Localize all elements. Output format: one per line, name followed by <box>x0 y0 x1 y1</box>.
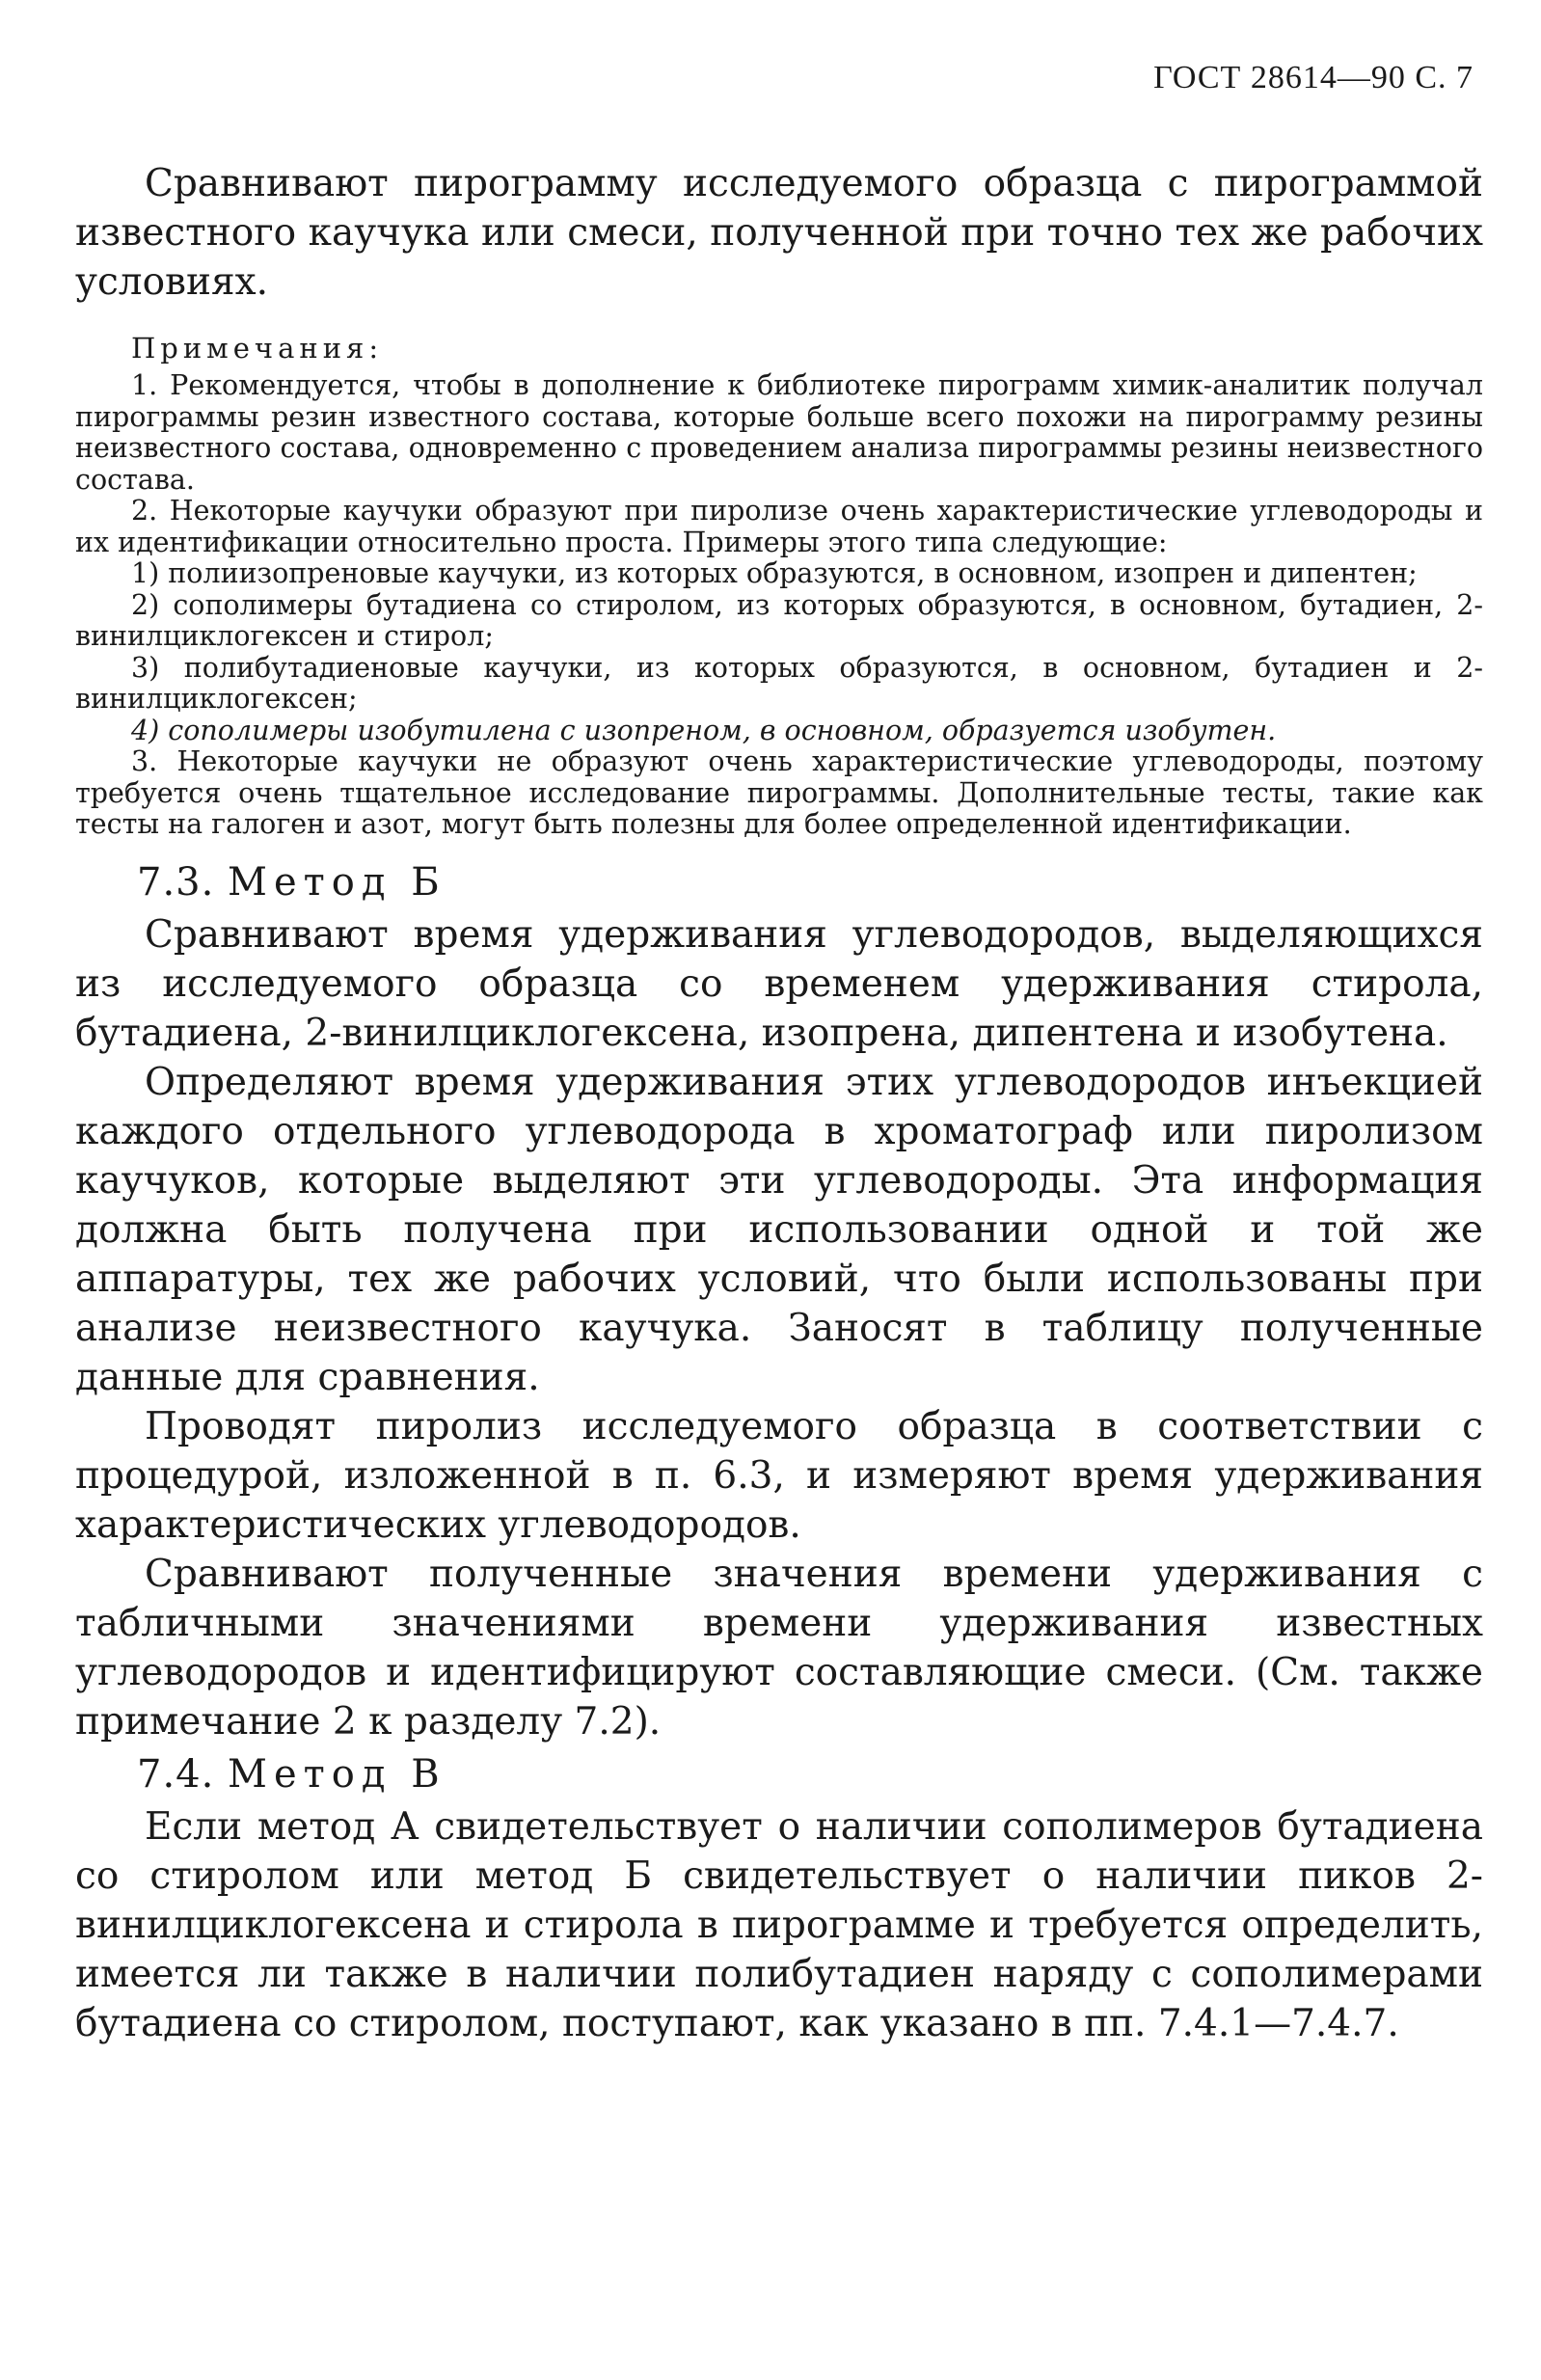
section-7-3-paragraph-3: Проводят пиролиз исследуемого образца в соответствии с процедурой, изложенной в п. 6.3, и измеряют время удерживания характеристических углеводородов. <box>75 1404 1483 1547</box>
section-7-3-paragraph-2: Определяют время удерживания этих углеводородов инъекцией каждого отдельного углеводорода в хроматограф или пиролизом каучуков, которые выделяют эти углеводороды. Эта информация должна быть получена при использовании одной и той же аппаратуры, тех же рабочих условий, что были использованы при анализе неизвестного каучука. Заносят в таблицу полученные данные для сравнения. <box>75 1060 1483 1399</box>
note-3: 3. Некоторые каучуки не образуют очень характеристические углеводороды, поэтому требуется очень тщательное исследование пирограммы. Дополнительные тесты, такие как тесты на галоген и азот, могут быть полезны для более определенной идентификации. <box>75 745 1483 840</box>
section-7-3-title: Метод Б <box>228 859 446 905</box>
intro-paragraph: Сравнивают пирограмму исследуемого образца с пирограммой известного каучука или смеси, полученной при точно тех же рабочих условиях. <box>75 162 1483 304</box>
notes-block <box>75 370 1483 841</box>
note-2-item-1: 1) полиизопреновые каучуки, из которых образуются, в основном, изопрен и дипентен; <box>131 557 1418 589</box>
note-2: 2. Некоторые каучуки образуют при пиролизе очень характеристические углеводороды и их идентификации относительно проста. Примеры этого типа следующие: <box>75 495 1483 558</box>
section-7-4-heading <box>75 1746 1483 1802</box>
notes-title: Примечания: <box>131 332 384 365</box>
page-header: ГОСТ 28614—90 С. 7 <box>1153 60 1473 95</box>
note-1: 1. Рекомендуется, чтобы в дополнение к библиотеке пирограмм химик-аналитик получал пирограммы резин известного состава, которые больше всего похожи на пирограмму резины неизвестного состава, одновременно с проведением анализа пирограммы резины неизвестного состава. <box>75 369 1483 496</box>
section-7-3-heading <box>75 854 1483 910</box>
section-7-4-number: 7.4. <box>137 1751 215 1797</box>
note-2-item-4: 4) сополимеры изобутилена с изопреном, в основном, образуется изобутен. <box>131 714 1277 746</box>
section-7-3-paragraph-1: Сравнивают время удерживания углеводородов, выделяющихся из исследуемого образца со временем удерживания стирола, бутадиена, 2-винилциклогексена, изопрена, дипентена и изобутена. <box>75 912 1483 1055</box>
section-7-3-number: 7.3. <box>137 859 215 905</box>
note-2-item-3: 3) полибутадиеновые каучуки, из которых образуются, в основном, бутадиен и 2-винилциклогексен; <box>75 651 1483 715</box>
note-2-item-2: 2) сополимеры бутадиена со стиролом, из которых образуются, в основном, бутадиен, 2-винилциклогексен и стирол; <box>75 588 1483 652</box>
section-7-3-paragraph-4: Сравнивают полученные значения времени удерживания с табличными значениями времени удерживания известных углеводородов и идентифицируют составляющие смеси. (См. также примечание 2 к разделу 7.2). <box>75 1552 1483 1744</box>
section-7-4-title: Метод В <box>228 1751 446 1797</box>
section-7-4-paragraph-1: Если метод А свидетельствует о наличии сополимеров бутадиена со стиролом или метод Б свидетельствует о наличии пиков 2-винилциклогексена и стирола в пирограмме и требуется определить, имеется ли также в наличии полибутадиен наряду с сополимерами бутадиена со стиролом, поступают, как указано в пп. 7.4.1—7.4.7. <box>75 1804 1483 2045</box>
page-content <box>75 159 1483 2048</box>
